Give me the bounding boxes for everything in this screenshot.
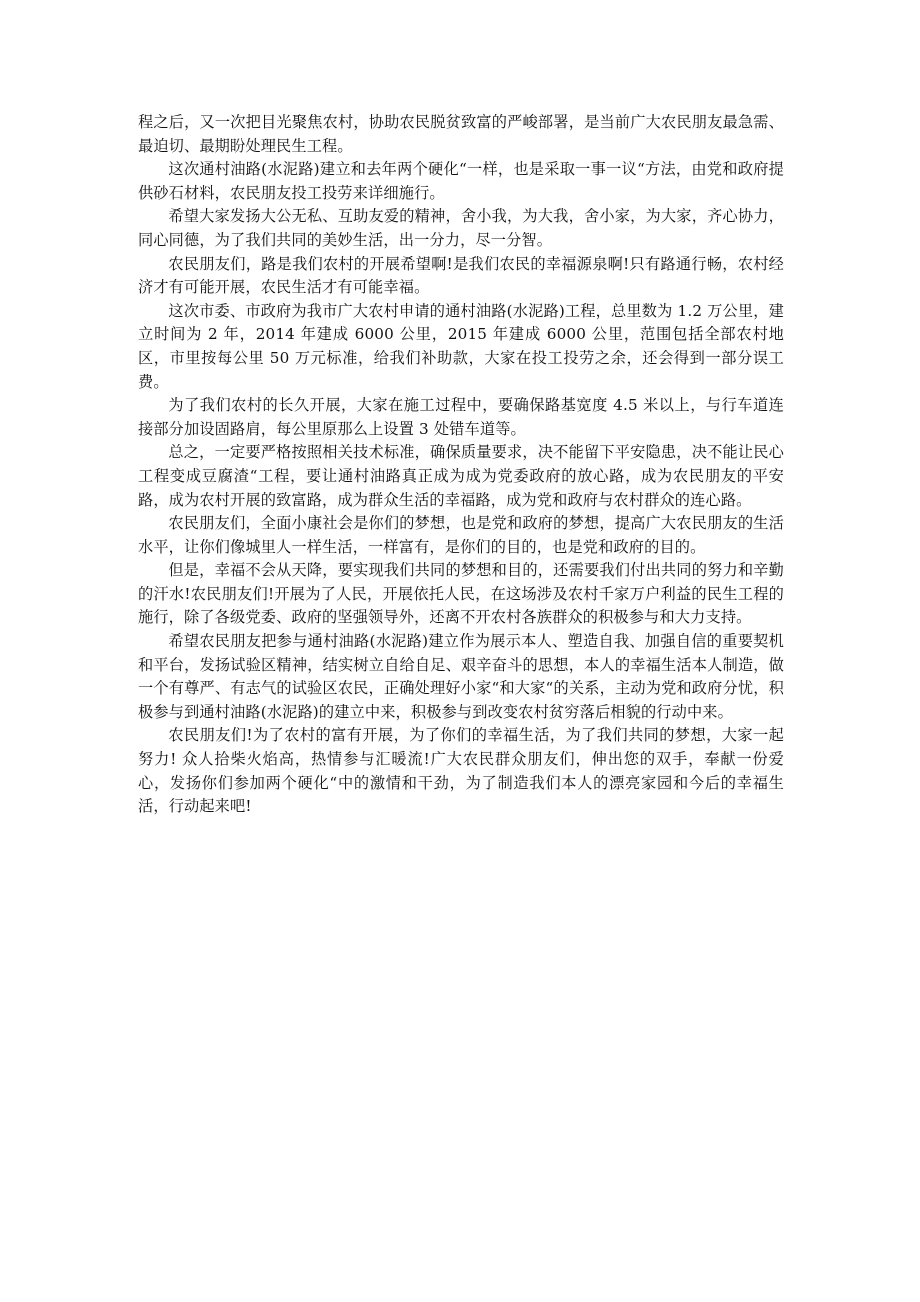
paragraph: 这次市委、市政府为我市广大农村申请的通村油路(水泥路)工程，总里数为 1.2 万公里，建立时间为 2 年，2014 年建成 6000 公里，2015 年建成 6000 公里，范围包括全部农村地区，市里按每公里 50 万元标准，给我们补助款，大家在投工投劳之余，还会得到一部分误工费。: [138, 301, 784, 391]
paragraph: 农民朋友们!为了农村的富有开展，为了你们的幸福生活，为了我们共同的梦想，大家一起努力! 众人拾柴火焰高，热情参与汇暖流!广大农民群众朋友们，伸出您的双手，奉献一份爱心，发扬你们参加两个硬化“中的激情和干劲，为了制造我们本人的漂亮家园和今后的幸福生活，行动起来吧!: [138, 726, 784, 816]
paragraph: 农民朋友们，全面小康社会是你们的梦想，也是党和政府的梦想，提高广大农民朋友的生活水平，让你们像城里人一样生活，一样富有，是你们的目的，也是党和政府的目的。: [138, 514, 784, 556]
paragraph: 这次通村油路(水泥路)建立和去年两个硬化“一样，也是采取一事一议“方法，由党和政府提供砂石材料，农民朋友投工投劳来详细施行。: [138, 160, 784, 202]
paragraph: 农民朋友们，路是我们农村的开展希望啊!是我们农民的幸福源泉啊!只有路通行畅，农村经济才有可能开展，农民生活才有可能幸福。: [138, 254, 784, 297]
paragraph: 但是，幸福不会从天降，要实现我们共同的梦想和目的，还需要我们付出共同的努力和辛勤的汗水!农民朋友们!开展为了人民，开展依托人民，在这场涉及农村千家万户利益的民生工程的施行，除了各级党委、政府的坚强领导外，还离不开农村各族群众的积极参与和大力支持。: [138, 561, 784, 627]
paragraph: 总之，一定要严格按照相关技术标准，确保质量要求，决不能留下平安隐患，决不能让民心工程变成豆腐渣“工程，要让通村油路真正成为成为党委政府的放心路，成为农民朋友的平安路，成为农村开展的致富路，成为群众生活的幸福路，成为党和政府与农村群众的连心路。: [138, 443, 784, 509]
paragraph: 希望农民朋友把参与通村油路(水泥路)建立作为展示本人、塑造自我、加强自信的重要契机和平台，发扬试验区精神，结实树立自给自足、艰辛奋斗的思想，本人的幸福生活本人制造，做一个有尊严、有志气的试验区农民，正确处理好小家“和大家“的关系，主动为党和政府分忧，积极参与到通村油路(水泥路)的建立中来，积极参与到改变农村贫穷落后相貌的行动中来。: [138, 632, 784, 721]
paragraph: 希望大家发扬大公无私、互助友爱的精神，舍小我，为大我，舍小家，为大家，齐心协力，同心同德，为了我们共同的美妙生活，出一分力，尽一分智。: [138, 207, 784, 249]
document-body: [138, 111, 784, 819]
paragraph: 为了我们农村的长久开展，大家在施工过程中，要确保路基宽度 4.5 米以上，与行车道连接部分加设固路肩，每公里原那么上设置 3 处错车道等。: [138, 396, 784, 438]
paragraph-continuation: 程之后，又一次把目光聚焦农村，协助农民脱贫致富的严峻部署，是当前广大农民朋友最急需、最迫切、最期盼处理民生工程。: [138, 113, 784, 155]
